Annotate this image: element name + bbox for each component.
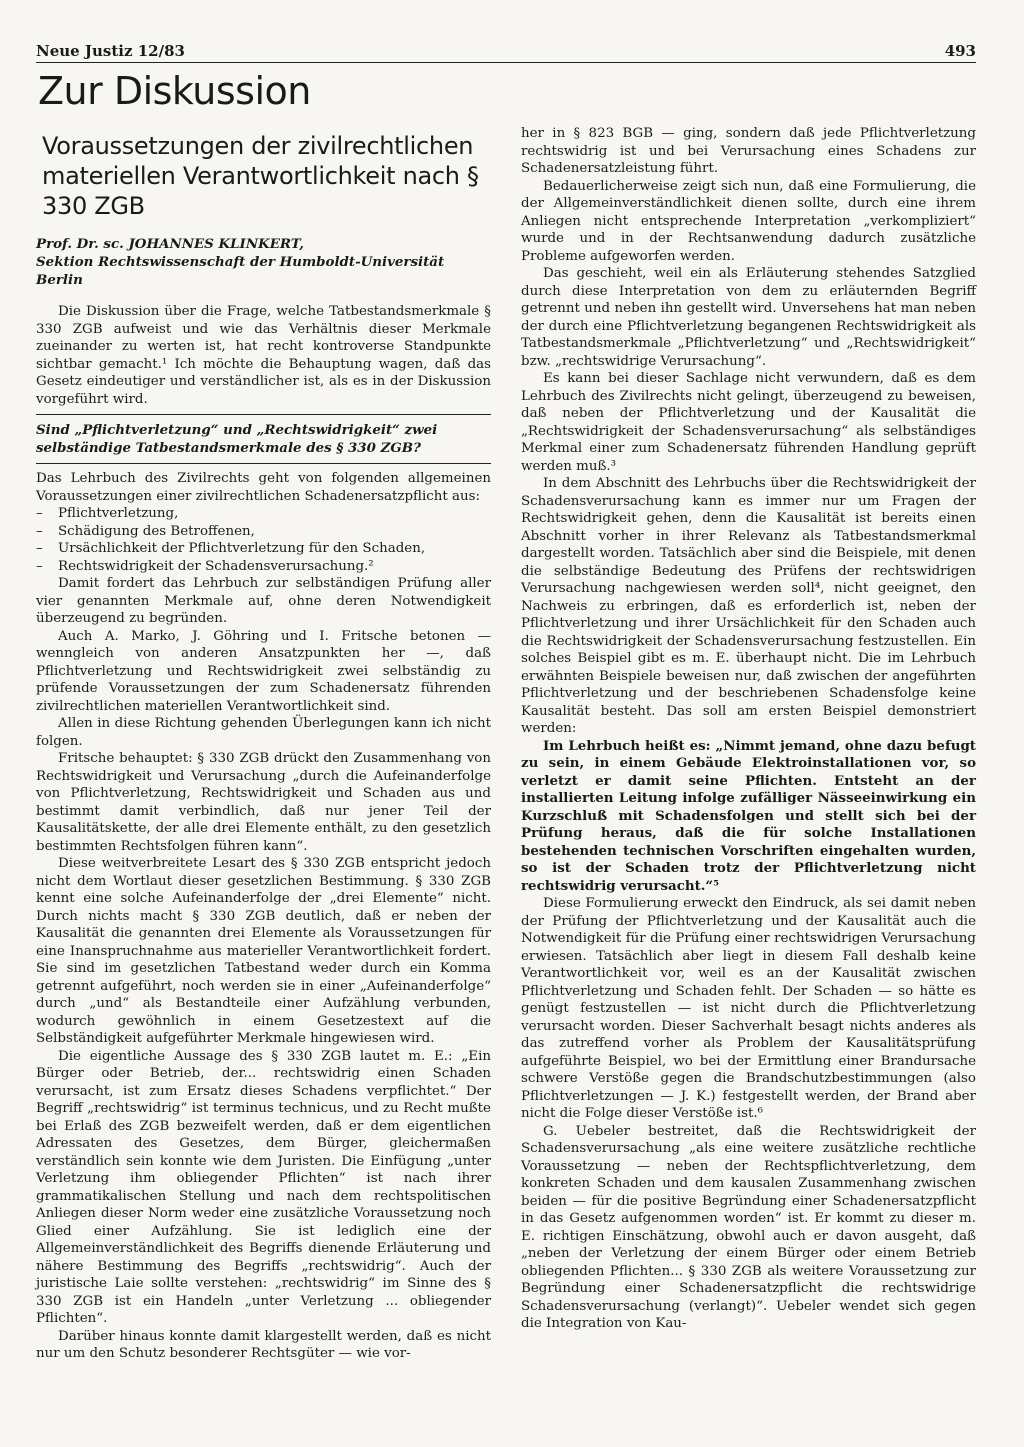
paragraph: Damit fordert das Lehrbuch zur selbständigen Prüfung aller vier genannten Merkmale auf, ohne deren Notwendigkeit überzeugend zu begründen. (36, 576, 491, 626)
author-affiliation: Sektion Rechtswissenschaft der Humboldt-Universität Berlin (36, 254, 445, 288)
section-title: Zur Diskussion (38, 69, 311, 113)
paragraph: Diese weitverbreitete Lesart des § 330 ZGB entspricht jedoch nicht dem Wortlaut dieser gesetzlichen Bestimmung. § 330 ZGB kennt eine solche Aufeinanderfolge der „drei Elemente“ nicht. Durch nichts macht § 330 ZGB deutlich, daß er neben der Kausalität die genannten drei Elemente als Voraussetzungen für eine Inanspruchnahme aus materieller Verantwortlichkeit fordert. Sie sind im gesetzlichen Tatbestand weder durch ein Komma getrennt aufgeführt, noch werden sie in einer „Aufeinanderfolge“ durch „und“ als Bestandteile einer Aufzählung verbunden, wodurch gewöhnlich in einem Gesetzestext auf die Selbständigkeit aufgeführter Merkmale hingewiesen wird. (36, 856, 491, 1046)
journal-name: Neue Justiz 12/83 (36, 42, 185, 60)
subheading: Sind „Pflichtverletzung“ und „Rechtswidrigkeit“ zwei selbständige Tatbestandsmerkmale des § 330 ZGB? (36, 422, 438, 456)
lead-paragraph: Die Diskussion über die Frage, welche Tatbestandsmerkmale § 330 ZGB aufweist und wie das Verhältnis dieser Merkmale zueinander zu werten ist, hat recht kontroverse Standpunkte sichtbar gemacht.¹ Ich möchte die Behauptung wagen, daß das Gesetz eindeutiger und verständlicher ist, als es in der Diskussion vorgeführt wird. (36, 304, 491, 407)
paragraph: Es kann bei dieser Sachlage nicht verwundern, daß es dem Lehrbuch des Zivilrechts nicht gelingt, überzeugend zu beweisen, daß neben der Pflichtverletzung und der Kausalität die „Rechtswidrigkeit der Schadensverursachung“ als selbständiges Merkmal einer zum Schadenersatz führenden Handlung geprüft werden muß.³ (521, 371, 976, 474)
page-number: 493 (944, 42, 976, 60)
paragraph: her in § 823 BGB — ging, sondern daß jede Pflichtverletzung rechtswidrig ist und bei Verursachung eines Schadens zur Schadenersatzleistung führt. (521, 126, 976, 176)
list-item: – Pflichtverletzung, (36, 505, 491, 523)
list-item: – Schädigung des Betroffenen, (36, 523, 491, 541)
paragraph: Allen in diese Richtung gehenden Überlegungen kann ich nicht folgen. (36, 716, 491, 749)
paragraph: Das geschieht, weil ein als Erläuterung stehendes Satzglied durch diese Interpretation von dem zu erläuternden Begriff getrennt und neben ihn gestellt wird. Unversehens hat man neben der durch eine Pflichtverletzung begangenen Rechtswidrigkeit als Tatbestandsmerkmale „Pflichtverletzung“ und „Rechtswidrigkeit“ bzw. „rechtswidrige Verursachung“. (521, 266, 976, 369)
paragraph: Das Lehrbuch des Zivilrechts geht von folgenden allgemeinen Voraussetzungen einer zivilrechtlichen Schadenersatzpflicht aus: (36, 471, 491, 504)
paragraph: In dem Abschnitt des Lehrbuchs über die Rechtswidrigkeit der Schadensverursachung kann es immer nur um Fragen der Rechtswidrigkeit gehen, denn die Kausalität ist bereits einen Abschnitt vorher in ihrer Relevanz als Tatbestandsmerkmal dargestellt worden. Tatsächlich aber sind die Beispiele, mit denen die selbständige Bedeutung des Prüfens der rechtswidrigen Verursachung nachgewiesen werden soll⁴, nicht geeignet, den Nachweis zu erbringen, daß es erforderlich ist, neben der Pflichtverletzung und ihrer Ursächlichkeit für den Schaden auch die Rechtswidrigkeit der Schadensverursachung festzustellen. Ein solches Beispiel gibt es m. E. überhaupt nicht. Die im Lehrbuch erwähnten Beispiele beweisen nur, daß zwischen der angeführten Pflichtverletzung und der beschriebenen Schadensfolge keine Kausalität besteht. Das soll am ersten Beispiel demonstriert werden: (521, 476, 976, 736)
requirements-list (36, 505, 491, 575)
divider (36, 414, 491, 415)
paragraph: Fritsche behauptet: § 330 ZGB drückt den Zusammenhang von Rechtswidrigkeit und Verursachung „durch die Aufeinanderfolge von Pflichtverletzung, Rechtswidrigkeit und Schaden aus und bestimmt damit verbindlich, daß nur jener Teil der Kausalitätskette, der alle drei Elemente enthält, zu den gesetzlich bestimmten Rechtsfolgen führen kann“. (36, 751, 491, 854)
quote-paragraph: Im Lehrbuch heißt es: „Nimmt jemand, ohne dazu befugt zu sein, in einem Gebäude Elektroinstallationen vor, so verletzt er damit seine Pflichten. Entsteht an der installierten Leitung infolge zufälliger Nässeeinwirkung ein Kurzschluß mit Schadensfolgen und stellt sich bei der Prüfung heraus, daß die für solche Installationen bestehenden technischen Vorschriften eingehalten wurden, so ist der Schaden trotz der Pflichtverletzung nicht rechtswidrig verursacht.“⁵ (521, 737, 976, 894)
article-body (36, 125, 976, 1363)
paragraph: Darüber hinaus konnte damit klargestellt werden, daß es nicht nur um den Schutz besonderer Rechtsgüter — wie vor- (36, 1328, 491, 1361)
divider (36, 463, 491, 464)
running-header (36, 42, 976, 63)
paragraph: Bedauerlicherweise zeigt sich nun, daß eine Formulierung, die der Allgemeinverständlichkeit dienen sollte, durch eine ihrem Anliegen nicht entsprechende Interpretation „verkompliziert“ wurde und in der Rechtsanwendung dadurch zusätzliche Probleme aufgeworfen werden. (521, 178, 976, 264)
paragraph: G. Uebeler bestreitet, daß die Rechtswidrigkeit der Schadensverursachung „als eine weitere zusätzliche rechtliche Voraussetzung — neben der Rechtspflichtverletzung, dem konkreten Schaden und dem kausalen Zusammenhang zwischen beiden — für die positive Begründung einer Schadenersatzpflicht in das Gesetz aufgenommen worden“ ist. Er kommt zu dieser m. E. richtigen Einschätzung, obwohl auch er davon ausgeht, daß „neben der Verletzung der einem Bürger oder einem Betrieb obliegenden Pflichten... § 330 ZGB als weitere Voraussetzung zur Begründung einer Schadenersatzpflicht die rechtswidrige Schadensverursachung (verlangt)“. Uebeler wendet sich gegen die Integration von Kau- (521, 1123, 976, 1331)
right-column (521, 125, 976, 1363)
paragraph: Die eigentliche Aussage des § 330 ZGB lautet m. E.: „Ein Bürger oder Betrieb, der... rechtswidrig einen Schaden verursacht, ist zum Ersatz dieses Schadens verpflichtet.“ Der Begriff „rechtswidrig“ ist terminus technicus, und zu Recht mußte bei Erlaß des ZGB bezweifelt werden, daß er dem eigentlichen Adressaten des Gesetzes, dem Bürger, gleichermaßen verständlich sein konnte wie dem Juristen. Die Einfügung „unter Verletzung ihm obliegender Pflichten“ ist nach ihrer grammatikalischen Stellung und nach dem rechtspolitischen Anliegen dieser Norm weder eine zusätzliche Voraussetzung noch Glied einer Aufzählung. Sie ist lediglich eine der Allgemeinverständlichkeit des Begriffs dienende Erläuterung und nähere Bestimmung des Begriffs „rechtswidrig“. Auch der juristische Laie sollte verstehen: „rechtswidrig“ im Sinne des § 330 ZGB ist ein Handeln „unter Verletzung ... obliegender Pflichten“. (36, 1048, 491, 1326)
list-item: – Ursächlichkeit der Pflichtverletzung für den Schaden, (36, 540, 491, 558)
left-column (36, 125, 491, 1363)
article-title: Voraussetzungen der zivilrechtlichen materiellen Verantwortlichkeit nach § 330 ZGB (42, 132, 479, 220)
author-block (36, 235, 491, 289)
list-item: – Rechtswidrigkeit der Schadensverursachung.² (36, 558, 491, 576)
author-name: Prof. Dr. sc. JOHANNES KLINKERT, (36, 236, 304, 252)
paragraph: Diese Formulierung erweckt den Eindruck, als sei damit neben der Prüfung der Pflichtverletzung und der Kausalität auch die Notwendigkeit für die Prüfung einer rechtswidrigen Verursachung erwiesen. Tatsächlich aber liegt in diesem Fall deshalb keine Verantwortlichkeit vor, weil es an der Kausalität zwischen Pflichtverletzung und Schaden fehlt. Der Schaden — so hätte es genügt festzustellen — ist nicht durch die Pflichtverletzung verursacht worden. Dieser Sachverhalt besagt nichts anderes als das zutreffend vorher als Problem der Kausalitätsprüfung aufgeführte Beispiel, wo bei der Ermittlung einer Brandursache schwere Verstöße gegen die Brandschutzbestimmungen (also Pflichtverletzungen — J. K.) festgestellt werden, der Brand aber nicht die Folge dieser Verstöße ist.⁶ (521, 896, 976, 1121)
paragraph: Auch A. Marko, J. Göhring und I. Fritsche betonen — wenngleich von anderen Ansatzpunkten her —, daß Pflichtverletzung und Rechtswidrigkeit zwei selbständig zu prüfende Voraussetzungen der zum Schadenersatz führenden zivilrechtlichen materiellen Verantwortlichkeit sind. (36, 628, 491, 714)
